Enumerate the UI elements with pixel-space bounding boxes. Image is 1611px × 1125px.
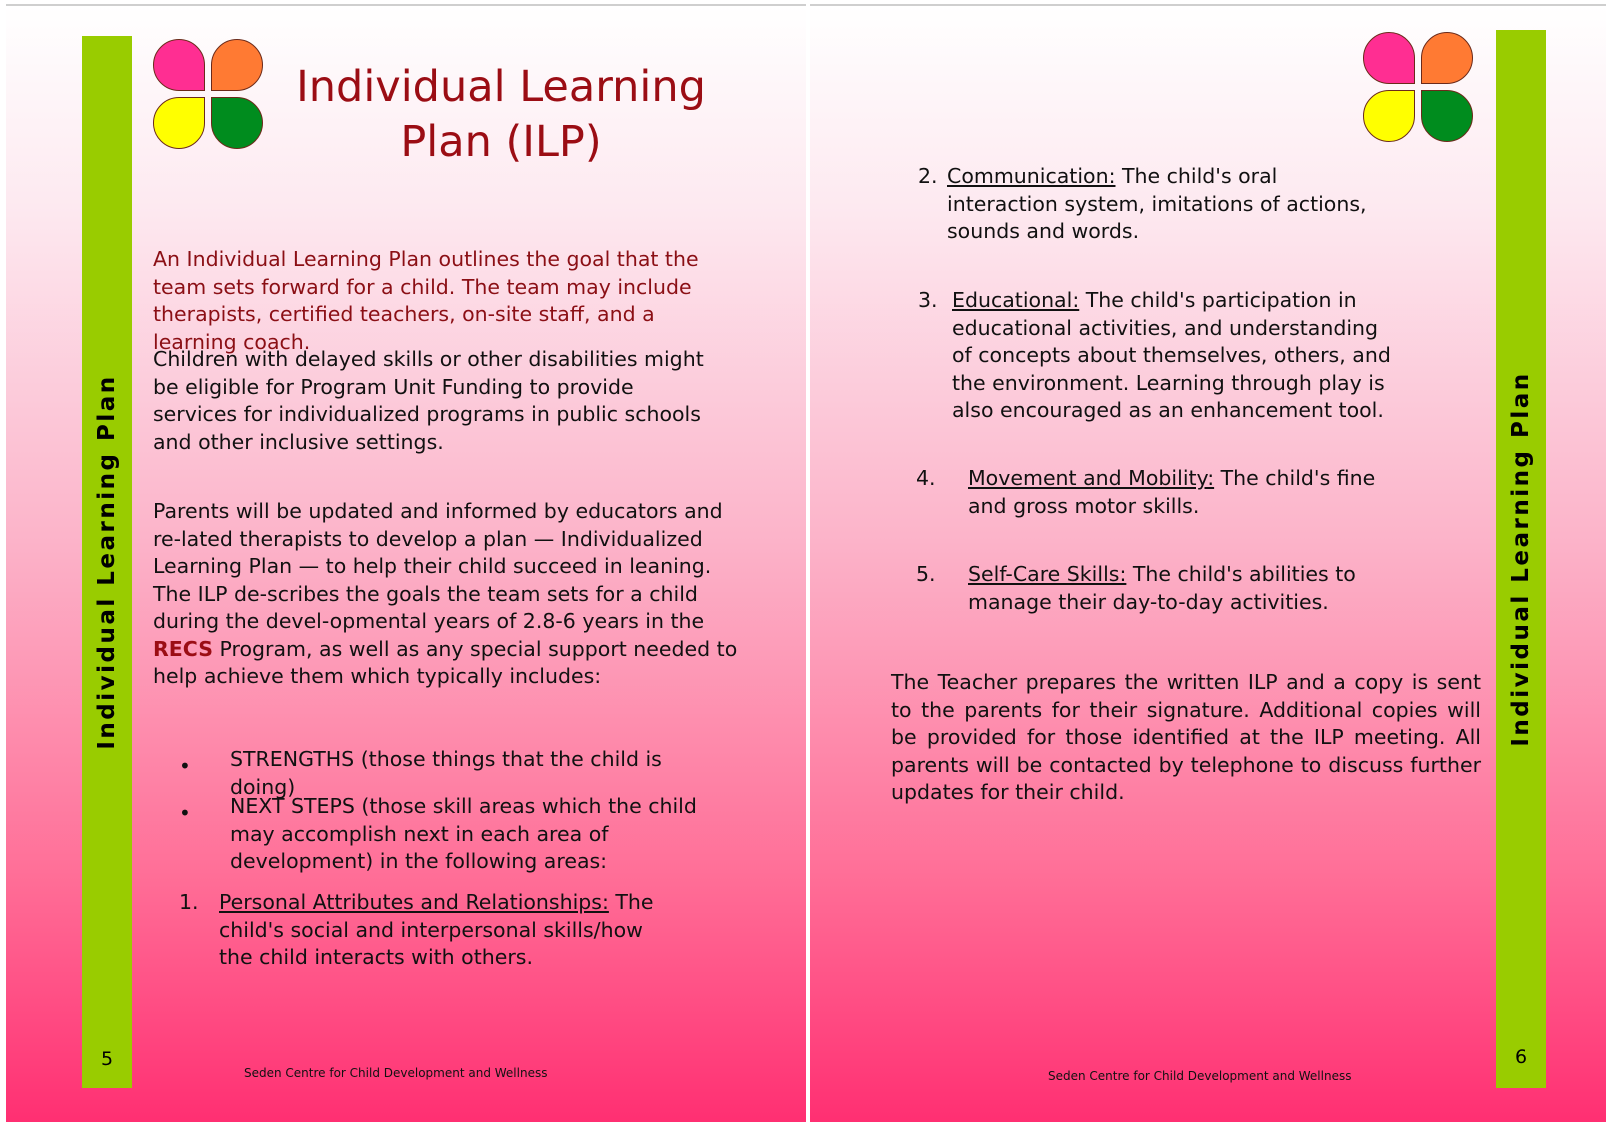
page-number: 5 [100, 1048, 114, 1070]
sidebar-bar [82, 36, 132, 1088]
list-item-text: The child's oral interaction system, imitations of actions, sounds and words. [947, 164, 1367, 243]
parents-text-end: Program, as well as any special support needed to help achieve them which typically includes: [153, 636, 738, 688]
page-number: 6 [1514, 1046, 1528, 1068]
list-number: 2. [918, 164, 938, 188]
list-item-text: The child's abilities to manage their day-to-day activities. [968, 562, 1356, 614]
logo-petal-green [211, 97, 263, 149]
logo-petal-orange [211, 39, 263, 91]
list-item-personal [219, 889, 664, 972]
list-item-label: Self-Care Skills: [968, 562, 1127, 586]
bullet-strengths: STRENGTHS (those things that the child is doing) [230, 747, 662, 799]
bullet-next-steps: NEXT STEPS (those skill areas which the child may accomplish next in each area of development) in the following areas: [230, 794, 697, 873]
title-line-1: Individual Learning [296, 62, 706, 112]
list-item-educational [952, 287, 1392, 425]
sidebar-title: Individual Learning Plan [1508, 371, 1534, 747]
funding-paragraph: Children with delayed skills or other disabilities might be eligible for Program Unit Funding to provide services for individualized programs in public schools and other inclusive settings. [153, 347, 704, 454]
four-petal-logo-icon [153, 39, 268, 154]
list-number: 3. [918, 288, 938, 312]
logo-petal-yellow [1363, 90, 1415, 142]
recs-program-name: RECS [153, 636, 213, 661]
list-item-text: The child's social and interpersonal skills/how the child interacts with others. [219, 890, 654, 969]
bullet-icon: • [179, 801, 191, 825]
page-6 [810, 4, 1606, 1122]
page-5 [6, 4, 806, 1122]
list-item-label: Educational: [952, 288, 1080, 312]
logo-petal-pink [1363, 32, 1415, 84]
list-item-text: The child's fine and gross motor skills. [968, 466, 1376, 518]
sidebar-title: Individual Learning Plan [94, 374, 120, 750]
logo-petal-orange [1421, 32, 1473, 84]
parents-text-start: Parents will be updated and informed by educators and re-lated therapists to develop a plan — Individualized Learning Plan — to help their child succeed in leaning. The ILP de-scribes the goals the team sets for a child during the devel-opmental years of 2.8-6 years in the [153, 499, 723, 633]
list-number: 4. [916, 466, 936, 490]
list-item-self-care [968, 561, 1368, 616]
four-petal-logo-icon [1363, 32, 1478, 147]
title-line-2: Plan (ILP) [400, 117, 602, 167]
list-item-text: The child's participation in educational activities, and understanding of concepts about themselves, others, and the environment. Learning through play is also encouraged as an enhancement tool. [952, 288, 1391, 422]
list-number: 5. [916, 562, 936, 586]
list-item-communication [947, 163, 1387, 246]
logo-petal-green [1421, 90, 1473, 142]
intro-paragraph: An Individual Learning Plan outlines the goal that the team sets forward for a child. The team may include therapists, certified teachers, on-site staff, and a learning coach. [153, 247, 699, 354]
list-item-label: Movement and Mobility: [968, 466, 1215, 490]
footer-text: Seden Centre for Child Development and Wellness [244, 1066, 548, 1080]
list-number: 1. [179, 890, 199, 914]
list-item-movement [968, 465, 1408, 520]
page-title [276, 60, 726, 170]
list-item-label: Communication: [947, 164, 1116, 188]
list-item-label: Personal Attributes and Relationships: [219, 890, 609, 914]
closing-paragraph: The Teacher prepares the written ILP and a copy is sent to the parents for their signature. Additional copies will be provided for those identified at the ILP meeting. All parents will be contacted by telephone to discuss further updates for their child. [891, 670, 1481, 804]
bullet-icon: • [179, 754, 191, 778]
logo-petal-yellow [153, 97, 205, 149]
parents-paragraph [153, 498, 753, 691]
footer-text: Seden Centre for Child Development and Wellness [1048, 1069, 1352, 1083]
logo-petal-pink [153, 39, 205, 91]
sidebar-bar [1496, 30, 1546, 1088]
